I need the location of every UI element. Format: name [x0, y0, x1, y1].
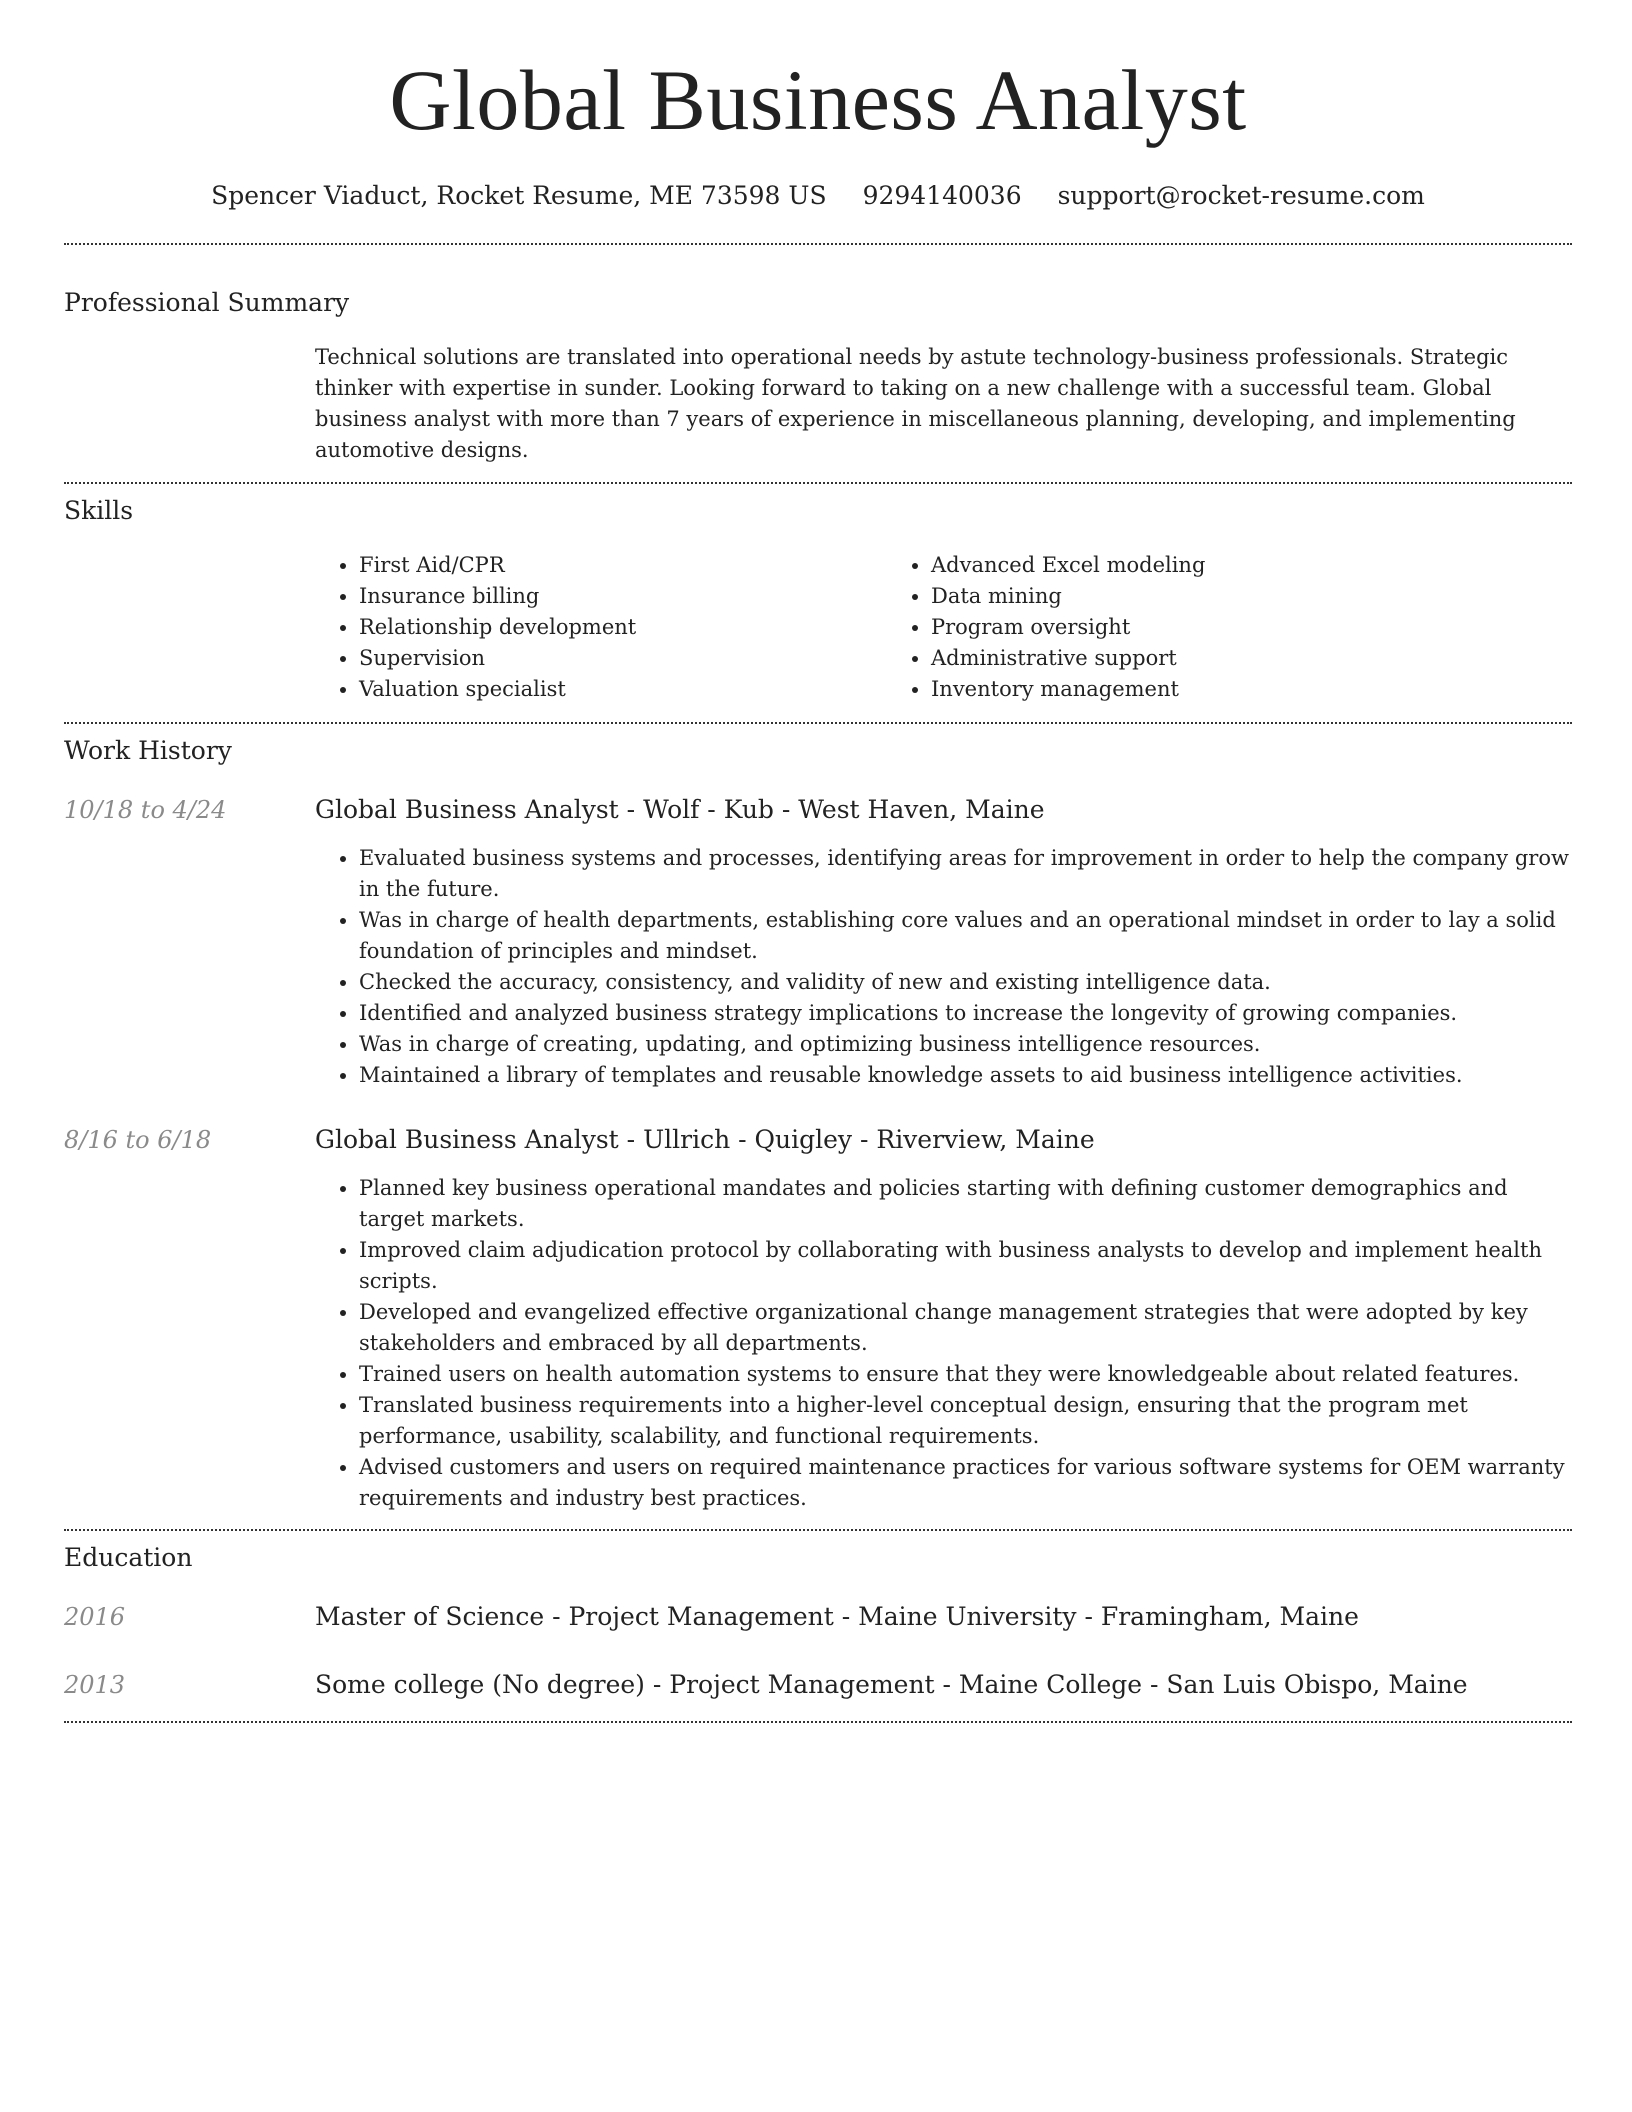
divider	[64, 482, 1572, 484]
job-bullet: • Improved claim adjudication protocol by collaborating with business analysts to develop and implement health scripts.	[359, 1235, 1572, 1297]
work-history-title: Work History	[64, 736, 232, 765]
job-bullet: • Maintained a library of templates and reusable knowledge assets to aid business intelligence activities.	[359, 1060, 1572, 1091]
divider	[64, 722, 1572, 724]
skill-item: • Advanced Excel modeling	[931, 550, 1459, 581]
job-title: Global Business Analyst - Wolf - Kub - West Haven, Maine	[315, 795, 1045, 824]
job-header	[64, 1124, 1572, 1156]
skill-item: • First Aid/CPR	[359, 550, 887, 581]
candidate-name: Global Business Analyst	[389, 52, 1247, 148]
skill-item: • Program oversight	[931, 612, 1459, 643]
job-title: Global Business Analyst - Ullrich - Quigley - Riverview, Maine	[315, 1125, 1095, 1154]
job-bullet: • Trained users on health automation systems to ensure that they were knowledgeable about related features.	[359, 1359, 1572, 1390]
education-section	[64, 1542, 1572, 1701]
education-heading: Master of Science - Project Management - Maine University - Framingham, Maine	[315, 1602, 1359, 1631]
job-details	[315, 1173, 1572, 1514]
skill-item: • Valuation specialist	[359, 674, 887, 705]
education-year: 2013	[64, 1671, 126, 1699]
skill-item: • Administrative support	[931, 643, 1459, 674]
contact-address: Spencer Viaduct, Rocket Resume, ME 73598 US	[211, 181, 827, 210]
job-bullet: • Identified and analyzed business strategy implications to increase the longevity of growing companies.	[359, 998, 1572, 1029]
job-dates: 10/18 to 4/24	[64, 796, 227, 824]
summary-content	[315, 342, 1572, 466]
resume-header	[64, 0, 1572, 212]
summary-text: Technical solutions are translated into operational needs by astute technology-business professionals. Strategic thinker with expertise in sunder. Looking forward to taking on a new challenge with a successful team. Global business analyst with more than 7 years of experience in miscellaneous planning, developing, and implementing automotive designs.	[315, 345, 1516, 462]
contact-phone: 9294140036	[862, 181, 1022, 210]
skills-column-left	[315, 550, 887, 705]
job-bullets	[315, 1173, 1572, 1514]
job-bullet: • Advised customers and users on required maintenance practices for various software systems for OEM warranty requirements and industry best practices.	[359, 1452, 1572, 1514]
divider	[64, 1529, 1572, 1531]
job-bullet: • Checked the accuracy, consistency, and validity of new and existing intelligence data.	[359, 967, 1572, 998]
skill-item: • Relationship development	[359, 612, 887, 643]
job-entry	[64, 794, 1572, 1091]
job-bullet: • Was in charge of health departments, establishing core values and an operational mindset in order to lay a solid foundation of principles and mindset.	[359, 905, 1572, 967]
divider	[64, 243, 1572, 245]
skills-column-right	[887, 550, 1459, 705]
skills-list	[315, 550, 1572, 705]
job-header	[64, 794, 1572, 826]
skill-item: • Supervision	[359, 643, 887, 674]
skill-item: • Data mining	[931, 581, 1459, 612]
job-bullets	[315, 843, 1572, 1091]
skills-title: Skills	[64, 496, 134, 525]
job-details	[315, 843, 1572, 1091]
skills-section	[64, 495, 1572, 705]
education-entry	[64, 1669, 1572, 1701]
summary-title: Professional Summary	[64, 288, 350, 317]
job-bullet: • Planned key business operational mandates and policies starting with defining customer demographics and target markets.	[359, 1173, 1572, 1235]
education-year: 2016	[64, 1603, 126, 1631]
work-history-section	[64, 735, 1572, 1514]
job-entry	[64, 1124, 1572, 1514]
summary-section	[64, 287, 1572, 466]
job-bullet: • Evaluated business systems and processes, identifying areas for improvement in order to help the company grow in the future.	[359, 843, 1572, 905]
contact-line	[64, 180, 1572, 212]
job-bullet: • Developed and evangelized effective organizational change management strategies that were adopted by key stakeholders and embraced by all departments.	[359, 1297, 1572, 1359]
divider	[64, 1721, 1572, 1723]
job-bullet: • Translated business requirements into a higher-level conceptual design, ensuring that the program met performance, usability, scalability, and functional requirements.	[359, 1390, 1572, 1452]
education-entry	[64, 1601, 1572, 1633]
resume-page	[64, 0, 1572, 1723]
skill-item: • Inventory management	[931, 674, 1459, 705]
education-heading: Some college (No degree) - Project Management - Maine College - San Luis Obispo, Maine	[315, 1670, 1468, 1699]
job-dates: 8/16 to 6/18	[64, 1126, 212, 1154]
contact-email: support@rocket-resume.com	[1057, 181, 1425, 210]
skill-item: • Insurance billing	[359, 581, 887, 612]
education-title: Education	[64, 1543, 193, 1572]
job-bullet: • Was in charge of creating, updating, and optimizing business intelligence resources.	[359, 1029, 1572, 1060]
